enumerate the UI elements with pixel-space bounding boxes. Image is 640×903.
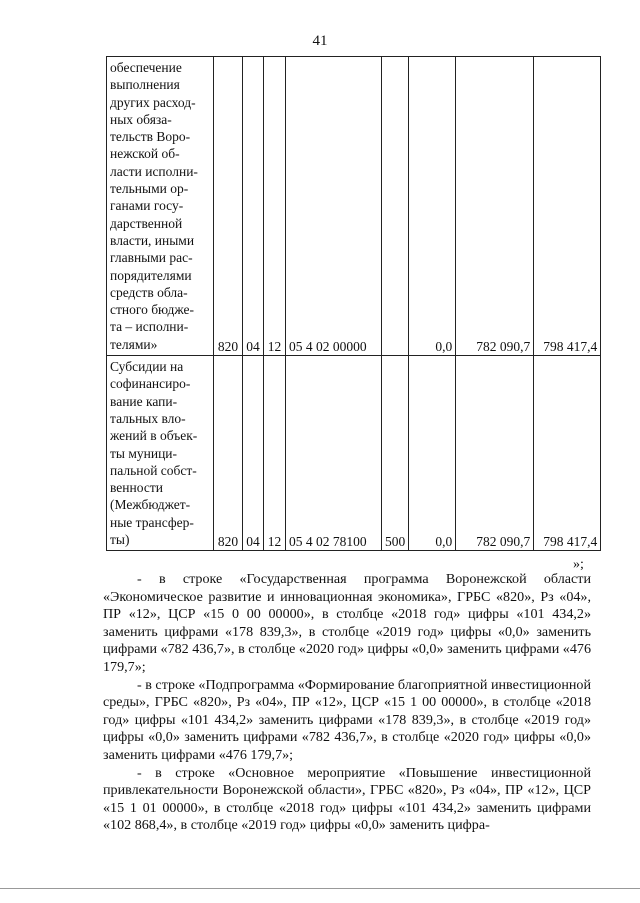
cell-name-line: ты) <box>110 532 130 548</box>
cell-name-line: главными рас- <box>110 250 193 266</box>
cell-name-line: тельств Воро- <box>110 129 191 145</box>
cell-name-line: софинансиро- <box>110 376 191 392</box>
amendment-text <box>103 571 591 835</box>
cell-name-line: власти, иными <box>110 232 195 248</box>
cell-pr: 12 <box>264 356 286 551</box>
cell-name-line: тальных вло- <box>110 410 186 426</box>
cell-name-line: выполнения <box>110 77 180 93</box>
table-closing-quote: »; <box>573 557 584 572</box>
cell-2020: 798 417,4 <box>534 356 601 551</box>
cell-vr: 500 <box>382 356 409 551</box>
cell-2018: 0,0 <box>409 356 456 551</box>
paragraph-subprogram-text: - в строке «Подпрограмма «Формирование благоприятной инвестиционной среды», ГРБС «820», Рз «04», ПР «12», ЦСР «15 1 00 00000», в столбце «2018 год» цифры «101 434,2» заменить цифрами «178 839,3», в столбце «2019 год» цифры «0,0» заменить цифрами «782 436,7», в столбце «2020 год» цифры «0,0» заменить цифрами «476 179,7»; <box>103 676 591 763</box>
cell-name-line: Субсидии на <box>110 359 184 375</box>
cell-2018: 0,0 <box>409 57 456 356</box>
cell-name-line: средств обла- <box>110 284 188 300</box>
cell-name-line: ные трансфер- <box>110 514 194 530</box>
table-row <box>107 356 601 551</box>
cell-grbs: 820 <box>214 57 243 356</box>
cell-name-line: та – исполни- <box>110 319 189 335</box>
cell-name-line: тельными ор- <box>110 181 189 197</box>
cell-2019: 782 090,7 <box>456 356 534 551</box>
cell-rz: 04 <box>243 57 264 356</box>
cell-name-line: вание капи- <box>110 393 178 409</box>
cell-csr: 05 4 02 00000 <box>286 57 382 356</box>
cell-name-line: жений в объек- <box>110 428 198 444</box>
paragraph-main-activity <box>103 765 591 835</box>
cell-name-line: (Межбюджет- <box>110 497 191 513</box>
scan-edge-line <box>0 888 640 889</box>
cell-pr: 12 <box>264 57 286 356</box>
budget-table <box>106 56 601 551</box>
cell-name-line: ласти исполни- <box>110 163 198 179</box>
cell-2020: 798 417,4 <box>534 57 601 356</box>
cell-csr: 05 4 02 78100 <box>286 356 382 551</box>
cell-name-line: стного бюдже- <box>110 302 194 318</box>
cell-name-line: ганами госу- <box>110 198 184 214</box>
cell-rz: 04 <box>243 356 264 551</box>
cell-name-line: дарственной <box>110 215 183 231</box>
cell-2019: 782 090,7 <box>456 57 534 356</box>
paragraph-main-activity-text: - в строке «Основное мероприятие «Повышение инвестиционной привлекательности Воронежской области», ГРБС «820», Рз «04», ПР «12», ЦСР «15 1 01 00000», в столбце «2018 год» цифры «101 434,2» заменить цифрами «102 868,4», в столбце «2019 год» цифры «0,0» заменить цифра- <box>103 764 591 834</box>
cell-name-line: венности <box>110 480 163 496</box>
cell-grbs: 820 <box>214 356 243 551</box>
paragraph-subprogram <box>103 677 591 765</box>
cell-name-line: ты муници- <box>110 445 178 461</box>
cell-name <box>107 356 214 551</box>
table-row <box>107 57 601 356</box>
cell-name-line: пальной собст- <box>110 462 197 478</box>
cell-name-line: ных обяза- <box>110 111 172 127</box>
cell-name-line: телями» <box>110 336 158 352</box>
paragraph-program <box>103 571 591 677</box>
cell-name-line: нежской об- <box>110 146 180 162</box>
cell-name-line: других расход- <box>110 94 196 110</box>
page-number: 41 <box>312 33 328 49</box>
cell-name-line: порядителями <box>110 267 192 283</box>
cell-name-line: обеспечение <box>110 60 182 75</box>
cell-name <box>107 57 214 356</box>
cell-vr <box>382 57 409 356</box>
paragraph-program-text: - в строке «Государственная программа Воронежской области «Экономическое развитие и инновационная экономика», ГРБС «820», Рз «04», ПР «12», ЦСР «15 0 00 00000», в столбце «2018 год» цифры «101 434,2» заменить цифрами «178 839,3», в столбце «2019 год» цифры «0,0» заменить цифрами «782 436,7», в столбце «2020 год» цифры «0,0» заменить цифрами «476 179,7»; <box>103 571 591 675</box>
